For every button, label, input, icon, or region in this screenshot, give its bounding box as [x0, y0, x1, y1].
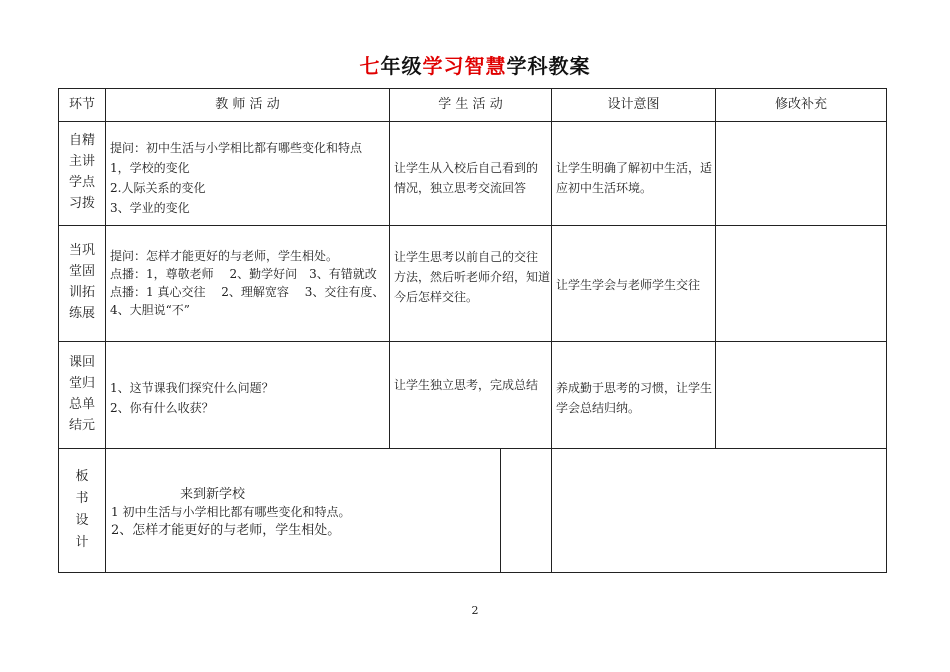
- row3-student-activity: 让学生独立思考，完成总结: [394, 378, 539, 392]
- header-stage: 环节: [68, 97, 95, 112]
- board-heading: 来到新学校: [180, 487, 246, 502]
- row-label-summary: 课回 堂归 总单 结元: [68, 355, 95, 433]
- row2-student-activity: 让学生思考以前自己的交往 方法，然后听老师介绍，知道 今后怎样交往。: [394, 250, 551, 304]
- header-design-intent: 设计意图: [607, 97, 660, 112]
- row2-teacher-activity: 提问：怎样才能更好的与老师，学生相处。 点播：1，尊敬老师 2、勤学好问 3、有错就改 点播：1 真心交往 2、理解宽容 3、交往有度、 4、大胆说“不”: [110, 249, 385, 317]
- row-label-board-design: 板 书 设 计: [75, 469, 89, 550]
- row-label-self-study: 自精 主讲 学点 习拨: [68, 133, 95, 211]
- page-number: 2: [471, 604, 479, 617]
- title-xuexi: 学习: [422, 54, 465, 78]
- row1-teacher-activity: 提问：初中生活与小学相比都有哪些变化和特点 1，学校的变化 2.人际关系的变化 3、学业的变化: [110, 141, 363, 215]
- board-line-2: 2、怎样才能更好的与老师，学生相处。: [111, 523, 341, 538]
- header-student-activity: 学 生 活 动: [438, 97, 503, 112]
- title-grade-number: 七: [359, 54, 381, 78]
- header-revisions: 修改补充: [774, 97, 827, 112]
- header-teacher-activity: 教 师 活 动: [215, 97, 280, 112]
- row3-design-intent: 养成勤于思考的习惯，让学生 学会总结归纳。: [556, 381, 713, 415]
- row2-design-intent: 让学生学会与老师学生交往: [556, 278, 701, 292]
- title-subject-plan: 学科教案: [506, 54, 591, 78]
- row1-student-activity: 让学生从入校后自己看到的 情况，独立思考交流回答: [394, 161, 539, 195]
- title-grade-text: 年级: [380, 54, 423, 78]
- title-zhihui: 智慧: [464, 54, 507, 78]
- row-label-consolidate: 当巩 堂固 训拓 练展: [68, 243, 95, 321]
- board-line-1: 1 初中生活与小学相比都有哪些变化和特点。: [111, 505, 351, 519]
- row3-teacher-activity: 1、这节课我们探究什么问题？ 2、你有什么收获？: [110, 381, 274, 415]
- row1-design-intent: 让学生明确了解初中生活，适 应初中生活环境。: [556, 161, 713, 195]
